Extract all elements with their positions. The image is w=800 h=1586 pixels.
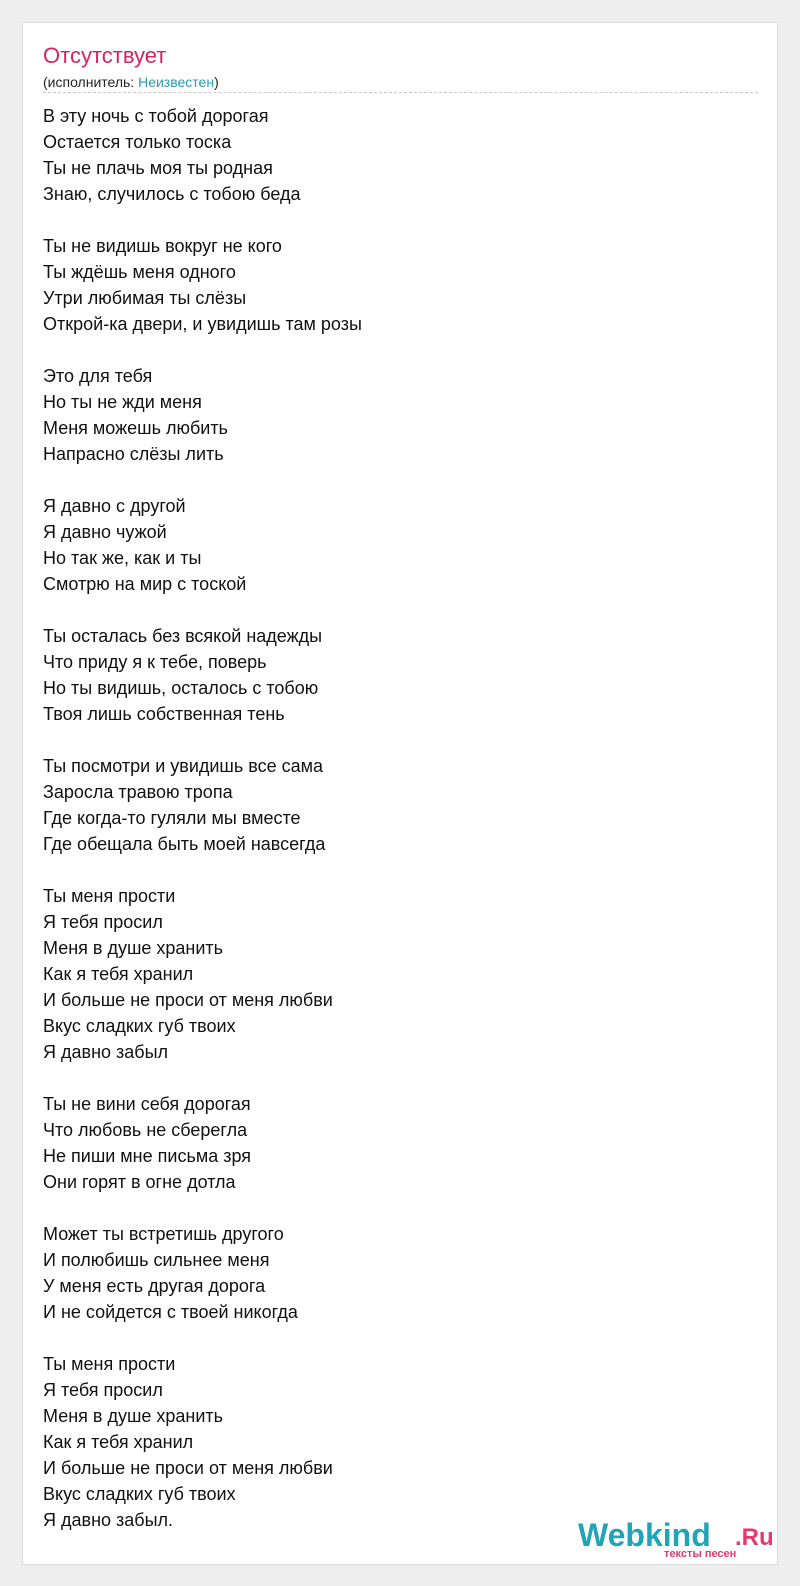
artist-link[interactable]: Неизвестен [138, 74, 215, 90]
lyric-line: Что любовь не сберегла [43, 1120, 248, 1140]
lyric-line: Это для тебя [43, 366, 153, 386]
lyric-line: Но ты не жди меня [43, 392, 202, 412]
lyric-line: Где обещала быть моей навсегда [43, 834, 326, 854]
lyric-line: Знаю, случилось с тобою беда [43, 184, 301, 204]
lyric-line: Вкус сладких губ твоих [43, 1484, 236, 1504]
logo-domain: .Ru [735, 1524, 774, 1551]
lyric-line: Они горят в огне дотла [43, 1172, 236, 1192]
stanza-break [43, 597, 743, 623]
lyric-line: Открой-ка двери, и увидишь там розы [43, 314, 362, 334]
lyric-line: И больше не проси от меня любви [43, 990, 333, 1010]
lyric-line: Утри любимая ты слёзы [43, 288, 247, 308]
lyric-line: Я тебя просил [43, 1380, 163, 1400]
lyric-line: Я давно забыл [43, 1042, 169, 1062]
stanza-break [43, 857, 743, 883]
lyric-line: Я давно чужой [43, 522, 167, 542]
lyric-line: Ты не видишь вокруг не кого [43, 236, 282, 256]
logo-tagline: тексты песен [664, 1548, 737, 1560]
stanza-break [43, 1325, 743, 1351]
lyric-line: Как я тебя хранил [43, 1432, 194, 1452]
lyric-line: Где когда-то гуляли мы вместе [43, 808, 301, 828]
stanza-break [43, 1195, 743, 1221]
logo-wordmark: Webkind [578, 1517, 711, 1553]
stanza-break [43, 1065, 743, 1091]
divider [43, 92, 758, 93]
lyric-line: Я давно забыл. [43, 1510, 174, 1530]
lyrics-card [22, 22, 778, 1565]
lyric-line: Смотрю на мир с тоской [43, 574, 247, 594]
lyric-line: И больше не проси от меня любви [43, 1458, 333, 1478]
lyric-line: Ты меня прости [43, 1354, 176, 1374]
stanza-break [43, 727, 743, 753]
stanza-break [43, 337, 743, 363]
lyric-line: Меня в душе хранить [43, 938, 224, 958]
lyric-line: Как я тебя хранил [43, 964, 194, 984]
lyric-line: Вкус сладких губ твоих [43, 1016, 236, 1036]
lyric-line: Что приду я к тебе, поверь [43, 652, 267, 672]
lyric-line: Ты не плачь моя ты родная [43, 158, 273, 178]
lyric-line: В эту ночь с тобой дорогая [43, 106, 269, 126]
lyric-line: Ты посмотри и увидишь все сама [43, 756, 324, 776]
lyric-line: Но ты видишь, осталось с тобою [43, 678, 319, 698]
lyric-line: Ты ждёшь меня одного [43, 262, 236, 282]
lyric-line: Твоя лишь собственная тень [43, 704, 285, 724]
lyric-line: Напрасно слёзы лить [43, 444, 224, 464]
artist-line [43, 73, 219, 91]
site-logo[interactable] [578, 1518, 778, 1558]
lyric-line: Но так же, как и ты [43, 548, 202, 568]
lyrics-text [43, 103, 743, 1533]
lyric-line: И полюбишь сильнее меня [43, 1250, 270, 1270]
lyric-line: Ты меня прости [43, 886, 176, 906]
stanza-break [43, 207, 743, 233]
artist-suffix: ) [214, 74, 219, 90]
lyric-line: Ты осталась без всякой надежды [43, 626, 323, 646]
lyric-line: Я тебя просил [43, 912, 163, 932]
lyric-line: Остается только тоска [43, 132, 232, 152]
lyric-line: Заросла травою тропа [43, 782, 233, 802]
lyric-line: Я давно с другой [43, 496, 186, 516]
lyric-line: И не сойдется с твоей никогда [43, 1302, 298, 1322]
lyric-line: Ты не вини себя дорогая [43, 1094, 251, 1114]
stanza-break [43, 467, 743, 493]
song-title: Отсутствует [43, 43, 167, 68]
lyric-line: У меня есть другая дорога [43, 1276, 266, 1296]
artist-prefix: (исполнитель: [43, 74, 139, 90]
lyric-line: Меня в душе хранить [43, 1406, 224, 1426]
lyric-line: Не пиши мне письма зря [43, 1146, 252, 1166]
lyric-line: Меня можешь любить [43, 418, 228, 438]
lyric-line: Может ты встретишь другого [43, 1224, 284, 1244]
